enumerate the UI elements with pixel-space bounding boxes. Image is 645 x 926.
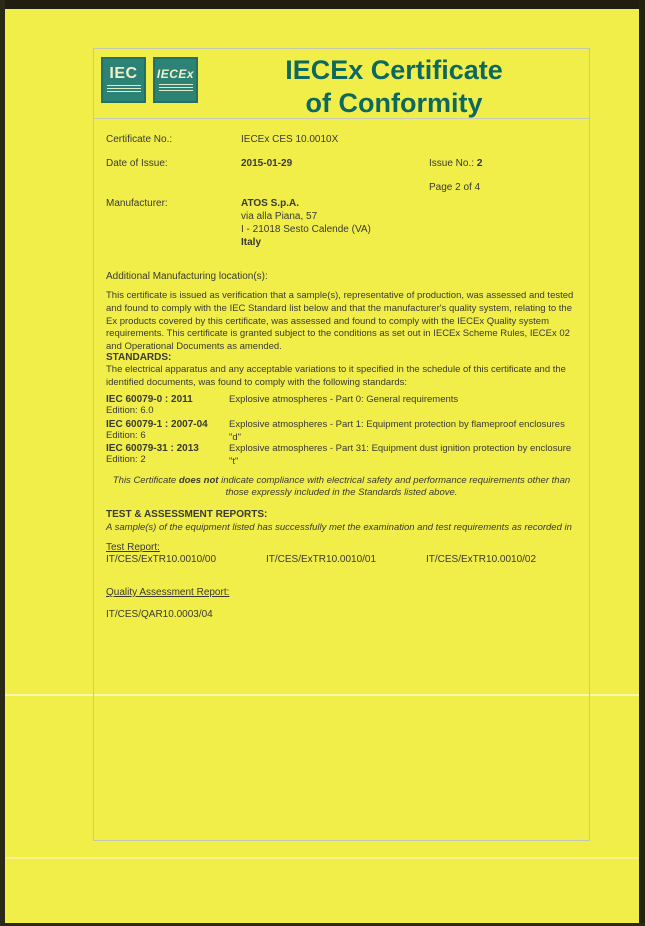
scan-edge-top <box>0 0 645 9</box>
page-title <box>214 54 574 120</box>
quality-assessment-value: IT/CES/QAR10.0003/04 <box>106 609 213 620</box>
logo-group <box>101 57 198 103</box>
iecex-logo-icon <box>153 57 198 103</box>
manufacturer-country: Italy <box>241 237 262 248</box>
standard-description: Explosive atmospheres - Part 1: Equipment protection by flameproof enclosures "d" <box>229 419 565 443</box>
standard-code: IEC 60079-31 : 2013 <box>106 443 199 454</box>
quality-assessment-label: Quality Assessment Report: <box>106 587 230 598</box>
iec-logo-lines <box>107 85 141 94</box>
date-of-issue-value: 2015-01-29 <box>241 158 293 169</box>
issue-no-value: 2 <box>476 158 483 169</box>
test-report-label: Test Report: <box>106 542 160 553</box>
iec-logo-text: IEC <box>109 65 138 82</box>
iec-logo-icon <box>101 57 146 103</box>
certificate-no-label: Certificate No.: <box>106 134 173 145</box>
certificate-no-value: IECEx CES 10.0010X <box>241 134 339 145</box>
disclaimer-pre: This Certificate <box>112 475 179 486</box>
certificate-page <box>93 48 590 841</box>
manufacturer-address-line1: via alla Piana, 57 <box>241 211 318 222</box>
standard-edition: Edition: 6.0 <box>106 405 154 416</box>
standard-description: Explosive atmospheres - Part 31: Equipment dust ignition protection by enclosure "t" <box>229 443 572 467</box>
page-indicator: Page 2 of 4 <box>429 182 481 193</box>
paper-crease-line <box>0 857 645 859</box>
standard-edition: Edition: 6 <box>106 430 146 441</box>
standard-code: IEC 60079-1 : 2007-04 <box>106 419 208 430</box>
standard-code: IEC 60079-0 : 2011 <box>106 394 193 405</box>
standards-heading: STANDARDS: <box>106 352 172 363</box>
manufacturer-address-line2: I - 21018 Sesto Calende (VA) <box>241 224 371 235</box>
certificate-statement: This certificate is issued as verification that a sample(s), representative of production, was assessed and tested and found to comply with the IEC Standard list below and that the manufacturer's quality system, relating to the Ex products covered by this certificate, was assessed and found to comply with the IECEx Quality system requirements. This certificate is granted subject to the conditions as set out in IECEx Scheme Rules, IECEx 02 and Operational Documents as amended. <box>106 290 574 353</box>
issue-no-label: Issue No.: <box>429 158 475 169</box>
test-report-value: IT/CES/ExTR10.0010/01 <box>266 554 377 565</box>
iecex-logo-text: IECEx <box>156 67 195 81</box>
manufacturer-name: ATOS S.p.A. <box>241 198 299 209</box>
manufacturer-address <box>241 197 371 249</box>
additional-locations-label: Additional Manufacturing location(s): <box>106 271 268 282</box>
test-reports-intro: A sample(s) of the equipment listed has successfully met the examination and test requirements as recorded in <box>106 522 572 533</box>
scan-edge-right <box>639 0 645 926</box>
disclaimer-note <box>109 475 574 499</box>
page-title-line1: IECEx Certificate <box>285 55 503 85</box>
test-reports-heading: TEST & ASSESSMENT REPORTS: <box>106 509 268 520</box>
header-divider <box>94 118 589 119</box>
test-report-value: IT/CES/ExTR10.0010/00 <box>106 554 217 565</box>
test-report-value: IT/CES/ExTR10.0010/02 <box>426 554 537 565</box>
page-title-line2: of Conformity <box>305 88 483 118</box>
iecex-logo-lines <box>159 84 193 93</box>
standards-intro: The electrical apparatus and any acceptable variations to it specified in the schedule of this certificate and the identified documents, was found to comply with the following standards: <box>106 364 566 388</box>
manufacturer-label: Manufacturer: <box>106 198 168 209</box>
scan-edge-left <box>0 0 5 926</box>
standard-edition: Edition: 2 <box>106 454 146 465</box>
date-of-issue-label: Date of Issue: <box>106 158 168 169</box>
issue-no <box>429 158 482 170</box>
disclaimer-bold: does not <box>178 475 219 486</box>
disclaimer-post: indicate compliance with electrical safety and performance requirements other than those expressly included in the Standards listed above. <box>218 475 571 498</box>
standard-description: Explosive atmospheres - Part 0: General requirements <box>229 394 459 405</box>
